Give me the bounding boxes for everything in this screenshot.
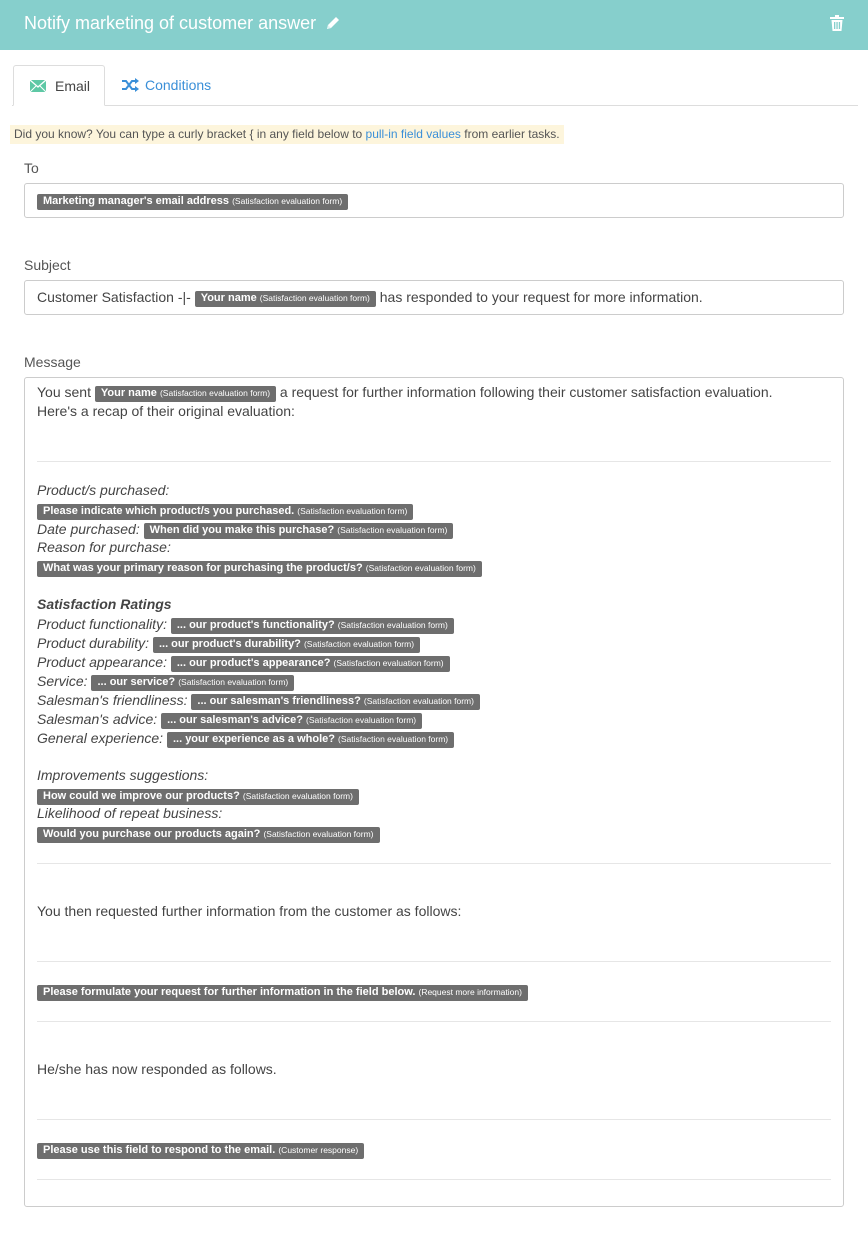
field-token[interactable]: ... your experience as a whole? (Satisfaction evaluation form)	[167, 732, 454, 748]
tab-email-label: Email	[55, 78, 91, 94]
field-token[interactable]: Your name (Satisfaction evaluation form)	[195, 291, 376, 307]
to-field[interactable]	[24, 183, 844, 218]
divider	[37, 961, 831, 962]
rating-row: Salesman's friendliness: ... our salesman's friendliness? (Satisfaction evaluation form)	[37, 691, 480, 710]
rating-row: General experience: ... your experience as a whole? (Satisfaction evaluation form)	[37, 729, 454, 748]
task-title[interactable]: Notify marketing of customer answer	[24, 13, 317, 33]
field-token[interactable]: Please indicate which product/s you purchased. (Satisfaction evaluation form)	[37, 504, 413, 520]
rating-row: Salesman's advice: ... our salesman's advice? (Satisfaction evaluation form)	[37, 710, 422, 729]
improvements-label: Improvements suggestions:	[37, 767, 209, 783]
message-label: Message	[24, 354, 81, 370]
field-token[interactable]: How could we improve our products? (Satisfaction evaluation form)	[37, 789, 359, 805]
rating-row: Product functionality: ... our product's functionality? (Satisfaction evaluation form)	[37, 615, 454, 634]
request-row	[37, 982, 528, 1001]
rating-row: Product appearance: ... our product's appearance? (Satisfaction evaluation form)	[37, 653, 450, 672]
field-token[interactable]: ... our product's functionality? (Satisfaction evaluation form)	[171, 618, 454, 634]
divider	[37, 1179, 831, 1180]
repeat-label: Likelihood of repeat business:	[37, 805, 223, 821]
field-token[interactable]: ... our product's durability? (Satisfaction evaluation form)	[153, 637, 420, 653]
field-token[interactable]: ... our salesman's advice? (Satisfaction evaluation form)	[161, 713, 422, 729]
message-intro: You sent Your name (Satisfaction evaluation form) a request for further information following their customer satisfaction evaluation.	[37, 384, 773, 400]
reason-label: Reason for purchase:	[37, 539, 171, 555]
responded-text: He/she has now responded as follows.	[37, 1061, 277, 1077]
task-header	[0, 0, 868, 50]
field-token[interactable]: Would you purchase our products again? (Satisfaction evaluation form)	[37, 827, 380, 843]
tab-conditions-label: Conditions	[145, 77, 212, 93]
reason-row	[37, 558, 482, 577]
pull-in-field-values-link[interactable]: pull-in field values	[365, 127, 461, 141]
field-token[interactable]: ... our service? (Satisfaction evaluation form)	[91, 675, 294, 691]
field-token[interactable]: Marketing manager's email address (Satisfaction evaluation form)	[37, 194, 348, 210]
field-token[interactable]: Please formulate your request for further information in the field below. (Request more information)	[37, 985, 528, 1001]
improvements-row	[37, 786, 359, 805]
field-token[interactable]: What was your primary reason for purchasing the product/s? (Satisfaction evaluation form)	[37, 561, 482, 577]
repeat-row	[37, 824, 380, 843]
divider	[37, 863, 831, 864]
requested-text: You then requested further information from the customer as follows:	[37, 903, 462, 919]
trash-icon[interactable]	[830, 15, 844, 31]
subject-text: Customer Satisfaction -|- Your name (Satisfaction evaluation form) has responded to your request for more information.	[37, 289, 703, 305]
field-token[interactable]: ... our product's appearance? (Satisfaction evaluation form)	[171, 656, 450, 672]
subject-label: Subject	[24, 257, 71, 273]
date-row: Date purchased: When did you make this purchase? (Satisfaction evaluation form)	[37, 520, 453, 539]
rating-row: Product durability: ... our product's durability? (Satisfaction evaluation form)	[37, 634, 420, 653]
response-row	[37, 1140, 364, 1159]
tip-banner	[10, 125, 564, 144]
tip-text-end: from earlier tasks.	[460, 127, 560, 141]
tab-bar	[12, 65, 858, 106]
field-token[interactable]: When did you make this purchase? (Satisfaction evaluation form)	[144, 523, 454, 539]
products-label: Product/s purchased:	[37, 482, 170, 498]
divider	[37, 1021, 831, 1022]
tab-conditions[interactable]	[116, 65, 226, 106]
subject-field[interactable]	[24, 280, 844, 315]
ratings-heading: Satisfaction Ratings	[37, 596, 172, 612]
pencil-icon[interactable]	[325, 15, 341, 31]
message-intro-line2: Here's a recap of their original evaluation:	[37, 403, 295, 419]
divider	[37, 1119, 831, 1120]
rating-row: Service: ... our service? (Satisfaction evaluation form)	[37, 672, 294, 691]
envelope-icon	[30, 80, 46, 92]
field-token[interactable]: ... our salesman's friendliness? (Satisfaction evaluation form)	[191, 694, 480, 710]
divider	[37, 461, 831, 462]
products-row	[37, 501, 413, 520]
field-token[interactable]: Your name (Satisfaction evaluation form)	[95, 386, 276, 402]
shuffle-icon	[122, 78, 139, 92]
tab-email[interactable]	[13, 65, 105, 106]
tip-text: Did you know? You can type a curly bracket { in any field below to	[14, 127, 366, 141]
field-token[interactable]: Please use this field to respond to the email. (Customer response)	[37, 1143, 364, 1159]
to-label: To	[24, 160, 39, 176]
